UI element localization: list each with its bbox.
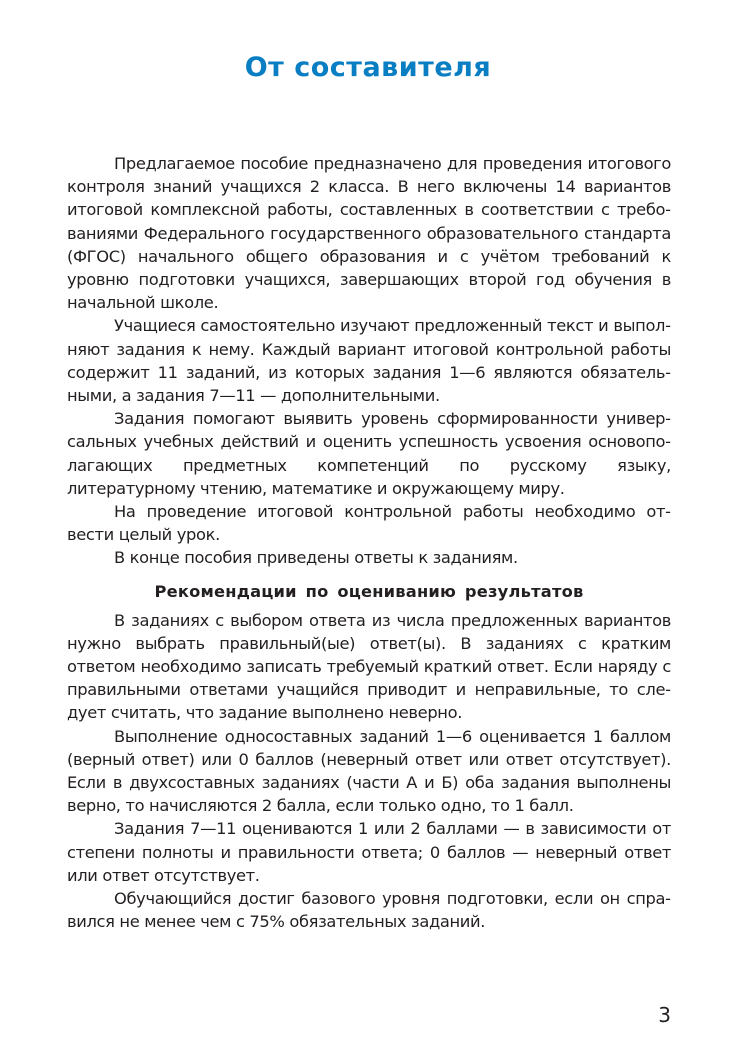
intro-paragraph-answers: В конце пособия приведены ответы к заданиям. [114,548,518,568]
intro-paragraph-duration: На проведение итоговой контрольной работы необходимо отвести целый урок. [67,502,671,545]
intro-paragraph-purpose: Предлагаемое пособие предназначено для проведения итогового контроля знаний учащихся 2 класса. В него включены 14 вариантов итоговой комплексной работы, составленных в соответствии с требованиями Федерального государственного образовательного стандарта (ФГОС) начального общего образования и с учётом требований к уровню подготовки учащихся, завершающих второй год обучения в начальной школе. [67,154,671,313]
assessment-paragraph-scoring-1-6: Выполнение односоставных заданий 1—6 оценивается 1 баллом (верный ответ) или 0 баллов (неверный ответ или ответ отсутствует). Если в двухсоставных заданиях (части А и Б) оба задания выполнены верно, то начисляются 2 балла, если только одно, то 1 балл. [67,726,671,816]
assessment-section [67,580,671,934]
assessment-paragraph-choice: В заданиях с выбором ответа из числа предложенных вариантов нужно выбрать правильный(ые) ответ(ы). В заданиях с кратким ответом необходимо записать требуемый краткий ответ. Если наряду с правильными ответами учащийся приводит и неправильные, то следует считать, что задание выполнено неверно. [67,610,671,723]
intro-section [67,152,671,570]
page-number: 3 [658,1003,671,1027]
page-body [67,152,671,934]
assessment-paragraph-base-level: Обучающийся достиг базового уровня подготовки, если он справился не менее чем с 75% обязательных заданий. [67,889,671,932]
page-footer [0,992,671,1028]
assessment-paragraph-scoring-7-11: Задания 7—11 оцениваются 1 или 2 баллами — в зависимости от степени полноты и правильности ответа; 0 баллов — неверный ответ или ответ отсутствует. [67,819,671,885]
intro-paragraph-tasks: Учащиеся самостоятельно изучают предложенный текст и выполняют задания к нему. Каждый вариант итоговой контрольной работы содержит 11 заданий, из которых задания 1—6 являются обязательными, а задания 7—11 — дополнительными. [67,316,671,406]
intro-paragraph-competencies: Задания помогают выявить уровень сформированности универсальных учебных действий и оценить успешность усвоения основополагающих предметных компетенций по русскому языку, литературному чтению, математике и окружающему миру. [67,409,671,498]
page-title: От составителя [244,52,492,83]
section-heading: Рекомендации по оцениванию результатов [154,581,584,601]
